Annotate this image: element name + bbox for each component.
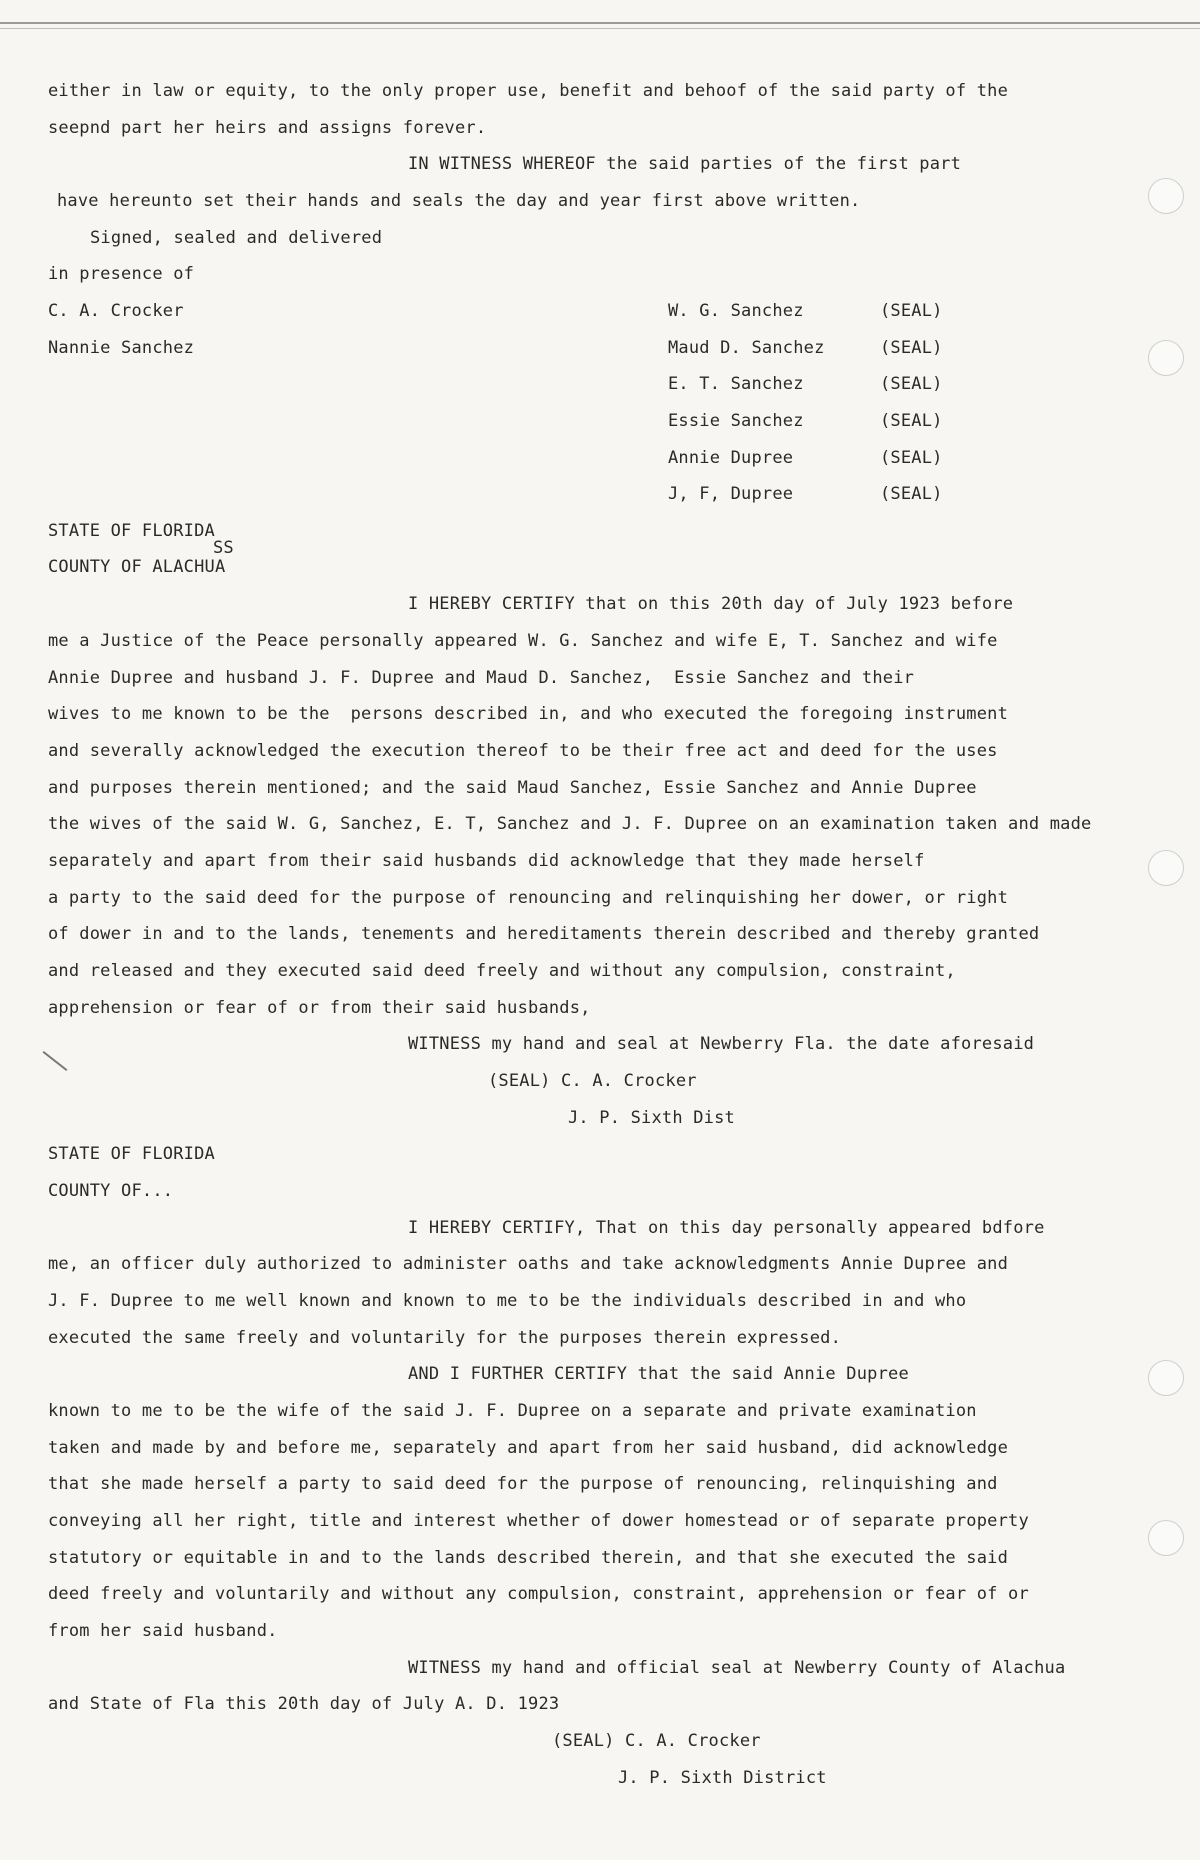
- seal-mark: (SEAL): [880, 301, 943, 321]
- punch-hole: [1148, 340, 1184, 376]
- body-line: taken and made by and before me, separately and apart from her said husband, did acknowledge: [48, 1438, 1009, 1458]
- body-line: either in law or equity, to the only proper use, benefit and behoof of the said party of the: [48, 81, 1009, 101]
- body-line: I HEREBY CERTIFY, That on this day personally appeared bdfore: [408, 1218, 1045, 1238]
- body-line: me a Justice of the Peace personally appeared W. G. Sanchez and wife E, T. Sanchez and wife: [48, 631, 998, 651]
- signatory-name: Essie Sanchez: [668, 411, 804, 431]
- body-line: IN WITNESS WHEREOF the said parties of the first part: [408, 154, 962, 174]
- venue-ss: SS: [213, 538, 234, 558]
- venue-county: COUNTY OF...: [48, 1181, 174, 1201]
- venue-state: STATE OF FLORIDA: [48, 521, 215, 541]
- body-line: WITNESS my hand and seal at Newberry Fla. the date aforesaid: [408, 1034, 1035, 1054]
- signatory-name: W. G. Sanchez: [668, 301, 804, 321]
- signature-title: J. P. Sixth District: [618, 1768, 827, 1788]
- body-line: AND I FURTHER CERTIFY that the said Annie Dupree: [408, 1364, 909, 1384]
- body-line: I HEREBY CERTIFY that on this 20th day of July 1923 before: [408, 594, 1014, 614]
- witness-name: C. A. Crocker: [48, 301, 184, 321]
- punch-hole: [1148, 1520, 1184, 1556]
- seal-mark: (SEAL): [880, 484, 943, 504]
- body-line: seepnd part her heirs and assigns forever.: [48, 118, 487, 138]
- body-line: Signed, sealed and delivered: [90, 228, 383, 248]
- body-line: wives to me known to be the persons described in, and who executed the foregoing instrument: [48, 704, 1009, 724]
- body-line: conveying all her right, title and interest whether of dower homestead or of separate property: [48, 1511, 1029, 1531]
- body-line: apprehension or fear of or from their said husbands,: [48, 998, 591, 1018]
- body-line: a party to the said deed for the purpose of renouncing and relinquishing her dower, or right: [48, 888, 1009, 908]
- body-line: executed the same freely and voluntarily for the purposes therein expressed.: [48, 1328, 842, 1348]
- body-line: of dower in and to the lands, tenements and hereditaments therein described and thereby granted: [48, 924, 1040, 944]
- venue-county: COUNTY OF ALACHUA: [48, 557, 226, 577]
- body-line: the wives of the said W. G, Sanchez, E. T, Sanchez and J. F. Dupree on an examination taken and made: [48, 814, 1092, 834]
- body-line: in presence of: [48, 264, 195, 284]
- seal-mark: (SEAL): [880, 448, 943, 468]
- witness-name: Nannie Sanchez: [48, 338, 195, 358]
- body-line: from her said husband.: [48, 1621, 278, 1641]
- body-line: statutory or equitable in and to the lands described therein, and that she executed the said: [48, 1548, 1009, 1568]
- body-line: deed freely and voluntarily and without any compulsion, constraint, apprehension or fear of or: [48, 1584, 1029, 1604]
- signatory-name: J, F, Dupree: [668, 484, 794, 504]
- body-line: Annie Dupree and husband J. F. Dupree and Maud D. Sanchez, Essie Sanchez and their: [48, 668, 915, 688]
- stray-mark: [43, 1051, 68, 1071]
- body-line: and State of Fla this 20th day of July A. D. 1923: [48, 1694, 560, 1714]
- venue-state: STATE OF FLORIDA: [48, 1144, 215, 1164]
- signature-line: (SEAL) C. A. Crocker: [552, 1731, 761, 1751]
- punch-hole: [1148, 1360, 1184, 1396]
- body-line: that she made herself a party to said deed for the purpose of renouncing, relinquishing and: [48, 1474, 998, 1494]
- body-line: and severally acknowledged the execution thereof to be their free act and deed for the uses: [48, 741, 998, 761]
- signature-line: (SEAL) C. A. Crocker: [488, 1071, 697, 1091]
- body-line: separately and apart from their said husbands did acknowledge that they made herself: [48, 851, 925, 871]
- body-line: J. F. Dupree to me well known and known to me to be the individuals described in and who: [48, 1291, 967, 1311]
- top-rule: [0, 22, 1200, 29]
- signatory-name: E. T. Sanchez: [668, 374, 804, 394]
- body-line: WITNESS my hand and official seal at Newberry County of Alachua: [408, 1658, 1066, 1678]
- signatory-name: Maud D. Sanchez: [668, 338, 825, 358]
- seal-mark: (SEAL): [880, 411, 943, 431]
- body-line: have hereunto set their hands and seals the day and year first above written.: [57, 191, 861, 211]
- body-line: me, an officer duly authorized to administer oaths and take acknowledgments Annie Dupree and: [48, 1254, 1009, 1274]
- seal-mark: (SEAL): [880, 338, 943, 358]
- signature-title: J. P. Sixth Dist: [568, 1108, 735, 1128]
- body-line: and released and they executed said deed freely and without any compulsion, constraint,: [48, 961, 956, 981]
- signatory-name: Annie Dupree: [668, 448, 794, 468]
- punch-hole: [1148, 850, 1184, 886]
- punch-hole: [1148, 178, 1184, 214]
- body-line: and purposes therein mentioned; and the said Maud Sanchez, Essie Sanchez and Annie Dupree: [48, 778, 977, 798]
- body-line: known to me to be the wife of the said J. F. Dupree on a separate and private examination: [48, 1401, 977, 1421]
- seal-mark: (SEAL): [880, 374, 943, 394]
